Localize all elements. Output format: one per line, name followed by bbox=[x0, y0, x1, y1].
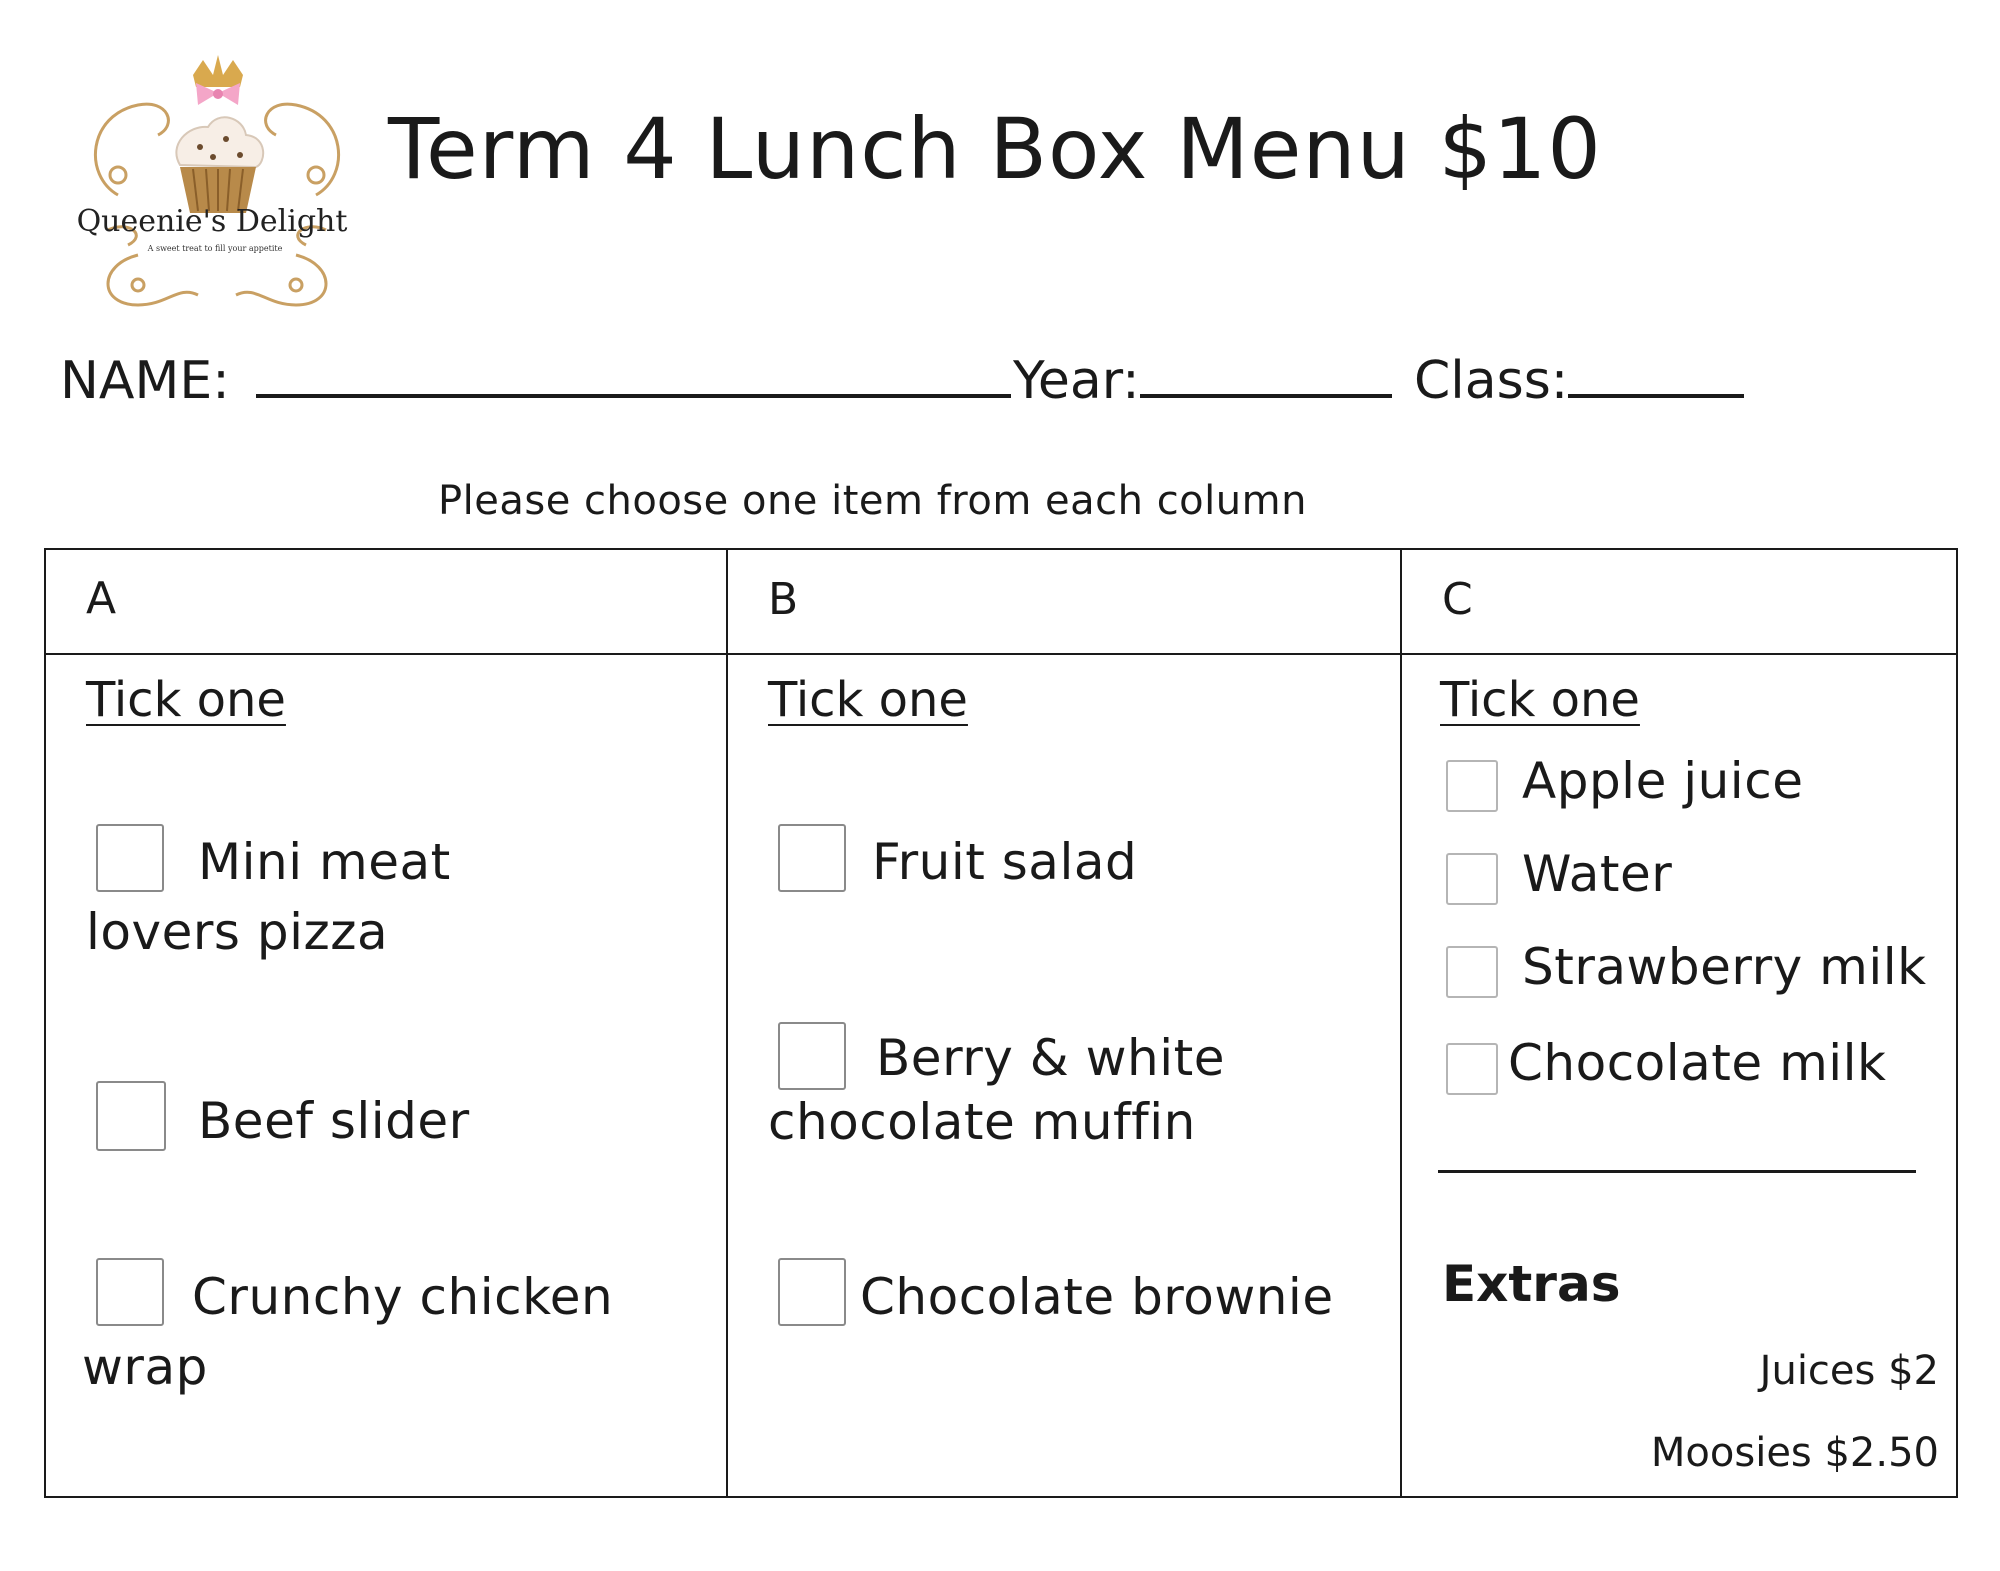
name-field[interactable] bbox=[60, 350, 1011, 411]
year-field[interactable] bbox=[1013, 350, 1392, 411]
class-label: Class: bbox=[1414, 351, 1569, 411]
name-label: NAME: bbox=[60, 351, 230, 411]
column-c-tick-label: Tick one bbox=[1440, 672, 1640, 728]
header-row-divider bbox=[46, 653, 1956, 655]
item-crunchy-chicken-wrap bbox=[82, 1262, 682, 1402]
queenies-delight-logo bbox=[78, 55, 356, 325]
extras-divider-line bbox=[1438, 1170, 1916, 1173]
year-label: Year: bbox=[1013, 351, 1140, 411]
checkbox-apple-juice[interactable] bbox=[1446, 760, 1498, 812]
item-line: Mini meat bbox=[198, 833, 451, 891]
item-fruit-salad: Fruit salad bbox=[872, 833, 1138, 891]
item-strawberry-milk: Strawberry milk bbox=[1522, 938, 1927, 996]
checkbox-chocolate-milk[interactable] bbox=[1446, 1043, 1498, 1095]
item-beef-slider: Beef slider bbox=[198, 1092, 470, 1150]
checkbox-chocolate-brownie[interactable] bbox=[778, 1258, 846, 1326]
name-fill-line[interactable] bbox=[256, 350, 1011, 398]
column-a-tick-label: Tick one bbox=[86, 672, 286, 728]
extras-price-moosies: Moosies $2.50 bbox=[1650, 1430, 1939, 1476]
checkbox-water[interactable] bbox=[1446, 853, 1498, 905]
item-chocolate-milk: Chocolate milk bbox=[1508, 1034, 1887, 1092]
column-b-tick-label: Tick one bbox=[768, 672, 968, 728]
column-c-header: C bbox=[1442, 574, 1473, 625]
item-water: Water bbox=[1522, 845, 1673, 903]
checkbox-fruit-salad[interactable] bbox=[778, 824, 846, 892]
column-divider bbox=[1400, 550, 1402, 1496]
column-divider bbox=[726, 550, 728, 1496]
checkbox-strawberry-milk[interactable] bbox=[1446, 946, 1498, 998]
item-berry-white-chocolate-muffin bbox=[768, 1026, 1368, 1154]
checkbox-beef-slider[interactable] bbox=[96, 1081, 166, 1151]
logo-tagline: A sweet treat to fill your appetite bbox=[147, 244, 283, 253]
item-line: wrap bbox=[82, 1338, 208, 1396]
item-mini-meat-lovers-pizza bbox=[86, 827, 646, 967]
instruction-text: Please choose one item from each column bbox=[438, 478, 1307, 524]
column-a-header: A bbox=[86, 573, 117, 624]
item-apple-juice: Apple juice bbox=[1522, 752, 1804, 810]
item-line: chocolate muffin bbox=[768, 1093, 1196, 1151]
item-line: Berry & white bbox=[876, 1029, 1226, 1087]
item-line: lovers pizza bbox=[86, 903, 389, 961]
column-b-header: B bbox=[768, 574, 799, 625]
item-chocolate-brownie: Chocolate brownie bbox=[860, 1268, 1334, 1326]
class-fill-line[interactable] bbox=[1568, 350, 1744, 398]
extras-title: Extras bbox=[1442, 1255, 1621, 1313]
year-fill-line[interactable] bbox=[1140, 350, 1392, 398]
page-title: Term 4 Lunch Box Menu $10 bbox=[388, 100, 1602, 198]
item-line: Crunchy chicken bbox=[192, 1268, 614, 1326]
logo-brand-name: Queenie's Delight bbox=[76, 204, 348, 239]
extras-price-juices: Juices $2 bbox=[1759, 1348, 1939, 1394]
class-field[interactable] bbox=[1414, 350, 1744, 411]
